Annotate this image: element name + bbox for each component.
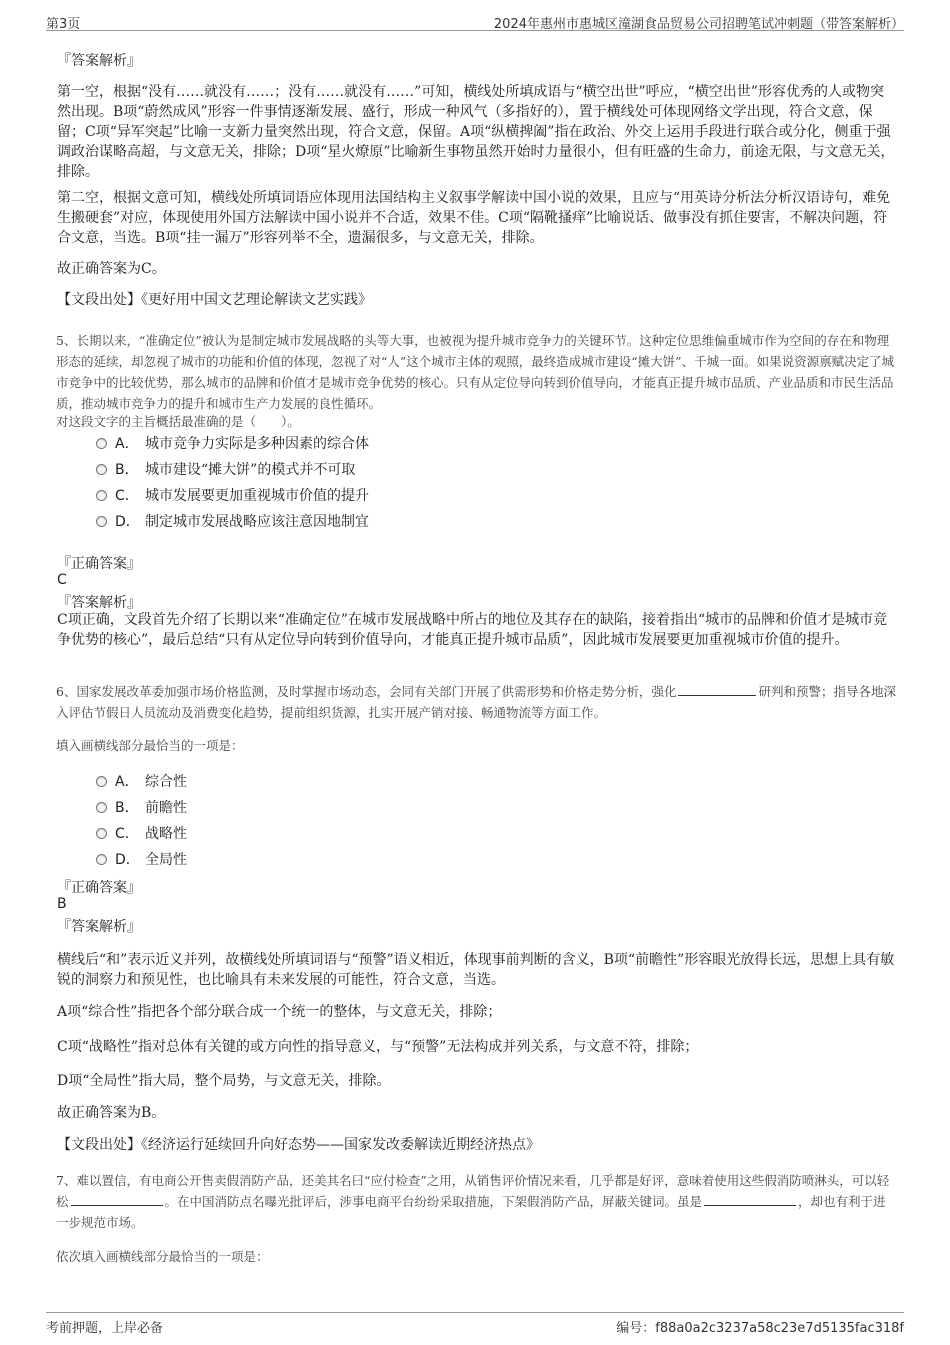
q6-option-c[interactable] [96,822,187,844]
radio-icon[interactable] [96,438,107,449]
fill-blank [704,1192,796,1206]
option-text: 战略性 [145,826,187,842]
option-text: 全局性 [145,852,187,868]
radio-icon[interactable] [96,828,107,839]
option-letter: A． [115,774,139,790]
q7-stem [56,1170,898,1233]
option-letter: B． [115,800,139,816]
q6-conclusion: 故正确答案为B。 [57,1105,166,1121]
page-footer [46,1312,904,1337]
footer-note: 考前押题，上岸必备 [46,1321,164,1336]
option-text: 综合性 [145,774,187,790]
fill-blank [678,682,756,696]
q6-source: 【文段出处】《经济运行延续回升向好态势——国家发改委解读近期经济热点》 [57,1137,540,1153]
option-text: 城市发展要更加重视城市价值的提升 [145,488,369,504]
q4-source: 【文段出处】《更好用中国文艺理论解读文艺实践》 [57,292,372,308]
q5-question: 对这段文字的主旨概括最准确的是（ ）。 [56,414,300,429]
radio-icon[interactable] [96,802,107,813]
q7-stem-part-2: 。在中国消防点名曝光批评后，涉事电商平台纷纷采取措施，下架假消防产品，屏蔽关键词。虽是 [164,1194,703,1209]
q6-stem-part-1: 6、国家发展改革委加强市场价格监测，及时掌握市场动态，会同有关部门开展了供需形势和价格走势分析，强化 [56,684,677,699]
radio-icon[interactable] [96,854,107,865]
q7-question: 依次填入画横线部分最恰当的一项是： [56,1249,269,1264]
q6-analysis-p2: A项“综合性”指把各个部分联合成一个统一的整体，与文意无关，排除； [57,1004,502,1020]
radio-icon[interactable] [96,516,107,527]
q6-stem-part-2: 研判和预警；指导各地深入评估节假日人员流动及消费变化趋势，提前组织货源，扎实开展产销对接、畅通物流等方面工作。 [56,684,896,720]
option-letter: B． [115,462,139,478]
q6-option-a[interactable] [96,770,187,792]
option-text: 制定城市发展战略应该注意因地制宜 [145,514,369,530]
fill-blank [71,1192,163,1206]
q4-analysis-p2: 第二空，根据文意可知，横线处所填词语应体现用法国结构主义叙事学解读中国小说的效果，且应与“用英诗分析法分析汉语诗句，难免生搬硬套”对应，体现使用外国方法解读中国小说并不合适，效果不佳。C项“隔靴搔痒”比喻说话、做事没有抓住要害，不解决问题，符合文意，当选。B项“挂一漏万”形容列举不全，遗漏很多，与文意无关，排除。 [57,190,891,246]
q4-conclusion: 故正确答案为C。 [57,261,166,277]
page-header [46,10,904,31]
document-code: 编号：f88a0a2c3237a58c23e7d5135fac318f [616,1321,904,1336]
q5-option-d[interactable] [96,510,369,532]
q5-analysis-label: 『答案解析』 [57,595,141,611]
q6-analysis-p4: D项“全局性”指大局，整个局势，与文意无关，排除。 [57,1073,391,1089]
radio-icon[interactable] [96,464,107,475]
option-letter: C． [115,826,139,842]
q4-analysis-label: 『答案解析』 [57,53,141,69]
option-letter: D． [115,852,140,868]
q5-option-a[interactable] [96,432,369,454]
option-text: 前瞻性 [145,800,187,816]
q5-analysis: C项正确，文段首先介绍了长期以来“准确定位”在城市发展战略中所占的地位及其存在的缺陷，接着指出“城市的品牌和价值才是城市竞争优势的核心”，最后总结“只有从定位导向转到价值导向，才能真正提升城市品质”，因此城市发展要更加重视城市价值的提升。 [57,612,888,648]
option-text: 城市建设“摊大饼”的模式并不可取 [145,462,356,478]
q6-question: 填入画横线部分最恰当的一项是： [56,738,244,753]
q6-correct-answer: B [57,896,67,912]
option-letter: C． [115,488,139,504]
q5-option-c[interactable] [96,484,369,506]
document-title: 2024年惠州市惠城区潼湖食品贸易公司招聘笔试冲刺题（带答案解析） [493,17,904,32]
q6-option-d[interactable] [96,848,187,870]
option-letter: A． [115,436,139,452]
q5-correct-label: 『正确答案』 [57,556,141,572]
radio-icon[interactable] [96,776,107,787]
option-letter: D． [115,514,140,530]
q7-stem-part-1: 7、难以置信，有电商公开售卖假消防产品，还美其名曰“应付检查”之用，从销售评价情况来看，几乎都是好评，意味着使用这些假消防喷淋头，可以轻松 [56,1173,890,1209]
q6-analysis-p3: C项“战略性”指对总体有关键的或方向性的指导意义，与“预警”无法构成并列关系，与文意不符，排除； [57,1039,699,1055]
radio-icon[interactable] [96,490,107,501]
q6-option-b[interactable] [96,796,187,818]
q7-stem-part-3: ，却也有利于进一步规范市场。 [56,1194,886,1230]
q6-correct-label: 『正确答案』 [57,880,141,896]
q5-option-b[interactable] [96,458,355,480]
q5-correct-answer: C [57,572,67,588]
q6-stem [56,681,898,723]
q4-analysis-p1: 第一空，根据“没有……就没有……；没有……就没有……”可知，横线处所填成语与“横空出世”呼应，“横空出世”形容优秀的人或物突然出现。B项“蔚然成风”形容一件事情逐渐发展、盛行，形成一种风气（多指好的），置于横线处可体现网络文学出现，符合文意，保留；C项“异军突起”比喻一支新力量突然出现，符合文意，保留。A项“纵横捭阖”指在政治、外交上运用手段进行联合或分化，侧重于强调政治谋略高超，与文意无关，排除；D项“星火燎原”比喻新生事物虽然开始时力量很小，但有旺盛的生命力，前途无限，与文意无关，排除。 [57,84,895,180]
q6-analysis-p1: 横线后“和”表示近义并列，故横线处所填词语与“预警”语义相近，体现事前判断的含义，B项“前瞻性”形容眼光放得长远，思想上具有敏锐的洞察力和预见性，也比喻具有未来发展的可能性，符合文意，当选。 [57,952,895,988]
q6-analysis-label: 『答案解析』 [57,919,141,935]
q5-stem: 5、长期以来，“准确定位”被认为是制定城市发展战略的头等大事，也被视为提升城市竞争力的关键环节。这种定位思维偏重城市作为空间的存在和物理形态的延续，却忽视了城市的功能和价值的体现，忽视了对“人”这个城市主体的观照，最终造成城市建设“摊大饼”、千城一面。如果说资源禀赋决定了城市竞争中的比较优势，那么城市的品牌和价值才是城市竞争优势的核心。只有从定位导向转到价值导向，才能真正提升城市品质、产业品质和市民生活品质，推动城市竞争力的提升和城市生产力发展的良性循环。 [56,333,895,411]
option-text: 城市竞争力实际是多种因素的综合体 [145,436,369,452]
page-number: 第3页 [46,17,81,32]
